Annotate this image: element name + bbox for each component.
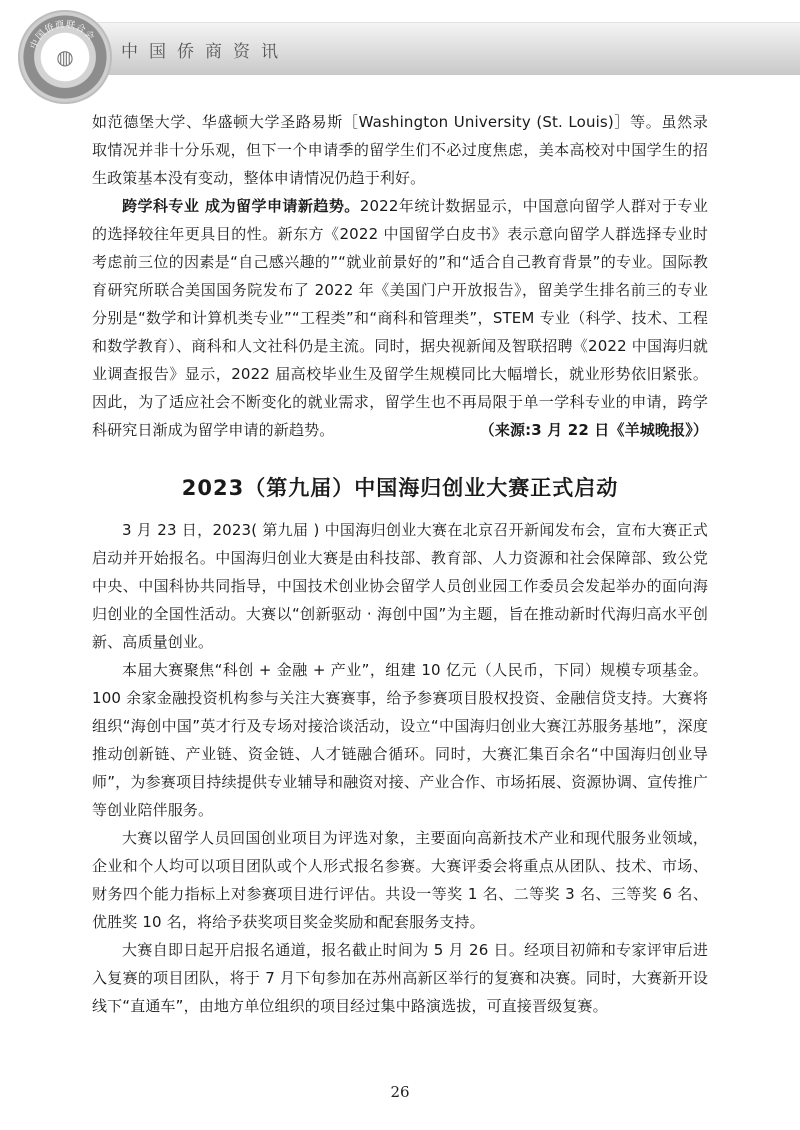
page-content xyxy=(92,108,708,1020)
globe-icon: ◍ xyxy=(56,45,74,69)
article2-paragraph-3: 大赛以留学人员回国创业项目为评选对象，主要面向高新技术产业和现代服务业领域，企业和个人均可以项目团队或个人形式报名参赛。大赛评委会将重点从团队、技术、市场、财务四个能力指标上对参赛项目进行评估。共设一等奖 1 名、二等奖 3 名、三等奖 6 名、优胜奖 10 名，将给予获奖项目奖金奖励和配套服务支持。 xyxy=(92,829,708,931)
publication-title: 中国侨商资讯 xyxy=(121,42,289,62)
article1-paragraph-2 xyxy=(92,192,708,444)
logo-ring-text: 中国侨商联合会 xyxy=(29,19,97,51)
page-number: 26 xyxy=(390,1083,410,1101)
article1-paragraph-1: 如范德堡大学、华盛顿大学圣路易斯［Washington University (St. Louis)］等。虽然录取情况并非十分乐观，但下一个申请季的留学生们不必过度焦虑，美本高校对中国学生的招生政策基本没有变动，整体申请情况仍趋于利好。 xyxy=(92,113,708,187)
article1-source: （来源:3 月 22 日《羊城晚报》） xyxy=(479,421,708,439)
article1-paragraph-2-body: 2022年统计数据显示，中国意向留学人群对于专业的选择较往年更具目的性。新东方《2022 中国留学白皮书》表示意向留学人群选择专业时考虑前三位的因素是“自己感兴趣的”“就业前景好的”和“适合自己教育背景”的专业。国际教育研究所联合美国国务院发布了 2022 年《美国门户开放报告》，留美学生排名前三的专业分别是“数学和计算机类专业”“工程类”和“商科和管理类”，STEM 专业（科学、技术、工程和数学教育）、商科和人文社科仍是主流。同时，据央视新闻及智联招聘《2022 中国海归就业调查报告》显示，2022 届高校毕业生及留学生规模同比大幅增长，就业形势依旧紧张。因此，为了适应社会不断变化的就业需求，留学生也不再局限于单一学科专业的申请，跨学科研究日渐成为留学申请的新趋势。 xyxy=(92,197,708,439)
article2-title: 2023（第九届）中国海归创业大赛正式启动 xyxy=(181,476,619,500)
article2-paragraph-1: 3 月 23 日，2023( 第九届 ) 中国海归创业大赛在北京召开新闻发布会，宣布大赛正式启动并开始报名。中国海归创业大赛是由科技部、教育部、人力资源和社会保障部、致公党中央、中国科协共同指导，中国技术创业协会留学人员创业园工作委员会发起举办的面向海归创业的全国性活动。大赛以“创新驱动 · 海创中国”为主题，旨在推动新时代海归高水平创新、高质量创业。 xyxy=(92,521,708,651)
article2-paragraph-2: 本届大赛聚焦“科创 + 金融 + 产业”，组建 10 亿元（人民币，下同）规模专项基金。100 余家金融投资机构参与关注大赛赛事，给予参赛项目股权投资、金融信贷支持。大赛将组织“海创中国”英才行及专场对接洽谈活动，设立“中国海归创业大赛江苏服务基地”，深度推动创新链、产业链、资金链、人才链融合循环。同时，大赛汇集百余名“中国海归创业导师”，为参赛项目持续提供专业辅导和融资对接、产业合作、市场拓展、资源协调、宣传推广等创业陪伴服务。 xyxy=(92,661,708,819)
article2-paragraph-4: 大赛自即日起开启报名通道，报名截止时间为 5 月 26 日。经项目初筛和专家评审后进入复赛的项目团队，将于 7 月下旬参加在苏州高新区举行的复赛和决赛。同时，大赛新开设线下“直通车”，由地方单位组织的项目经过集中路演选拔，可直接晋级复赛。 xyxy=(92,941,708,1015)
association-logo xyxy=(18,10,112,104)
article1-subheading: 跨学科专业 成为留学申请新趋势。 xyxy=(122,197,360,215)
